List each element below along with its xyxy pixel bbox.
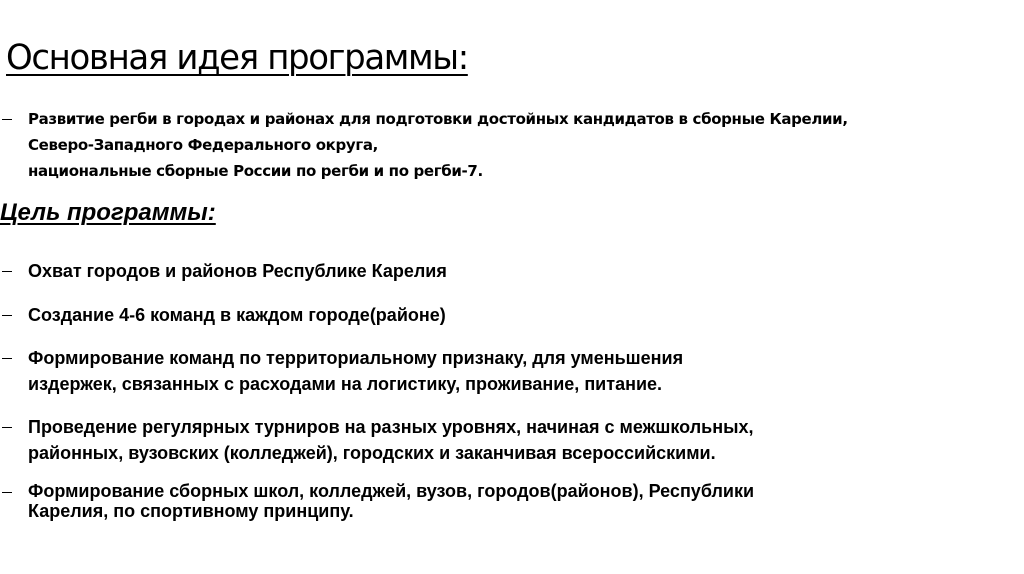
main-idea-line bbox=[0, 132, 1000, 158]
dash-bullet-icon bbox=[2, 492, 12, 493]
slide-title: Основная идея программы: bbox=[6, 38, 468, 78]
main-idea-block bbox=[0, 106, 1000, 184]
goal-text: Создание 4-6 команд в каждом городе(районе) bbox=[28, 305, 446, 325]
goal-item bbox=[0, 414, 753, 466]
goal-text: Проведение регулярных турниров на разных уровнях, начиная с межшкольных, bbox=[28, 417, 754, 437]
main-idea-text: национальные сборные России по регби и по регби-7. bbox=[28, 162, 483, 180]
dash-bullet-icon bbox=[2, 427, 12, 428]
goal-text: Карелия, по спортивному принципу. bbox=[28, 501, 354, 521]
main-idea-line bbox=[0, 106, 1000, 132]
dash-bullet-icon bbox=[2, 271, 12, 272]
goal-item bbox=[0, 258, 447, 284]
goal-item bbox=[0, 345, 683, 397]
goal-item bbox=[0, 302, 446, 328]
dash-bullet-icon bbox=[2, 358, 12, 359]
dash-bullet-icon bbox=[2, 315, 12, 316]
goal-text: Охват городов и районов Республике Карелия bbox=[28, 261, 447, 281]
dash-bullet-icon bbox=[2, 119, 12, 120]
main-idea-text: Северо-Западного Федерального округа, bbox=[28, 136, 378, 154]
goal-text: Формирование сборных школ, колледжей, вузов, городов(районов), Республики bbox=[28, 481, 755, 501]
main-idea-text: Развитие регби в городах и районах для подготовки достойных кандидатов в сборные Карелии, bbox=[28, 110, 848, 128]
goal-item bbox=[0, 481, 754, 521]
main-idea-line bbox=[0, 158, 1000, 184]
goal-text: районных, вузовских (колледжей), городских и заканчивая всероссийскими. bbox=[28, 443, 716, 463]
goal-text: издержек, связанных с расходами на логистику, проживание, питание. bbox=[28, 374, 663, 394]
goal-heading: Цель программы: bbox=[0, 199, 216, 226]
goal-text: Формирование команд по территориальному признаку, для уменьшения bbox=[28, 348, 684, 368]
